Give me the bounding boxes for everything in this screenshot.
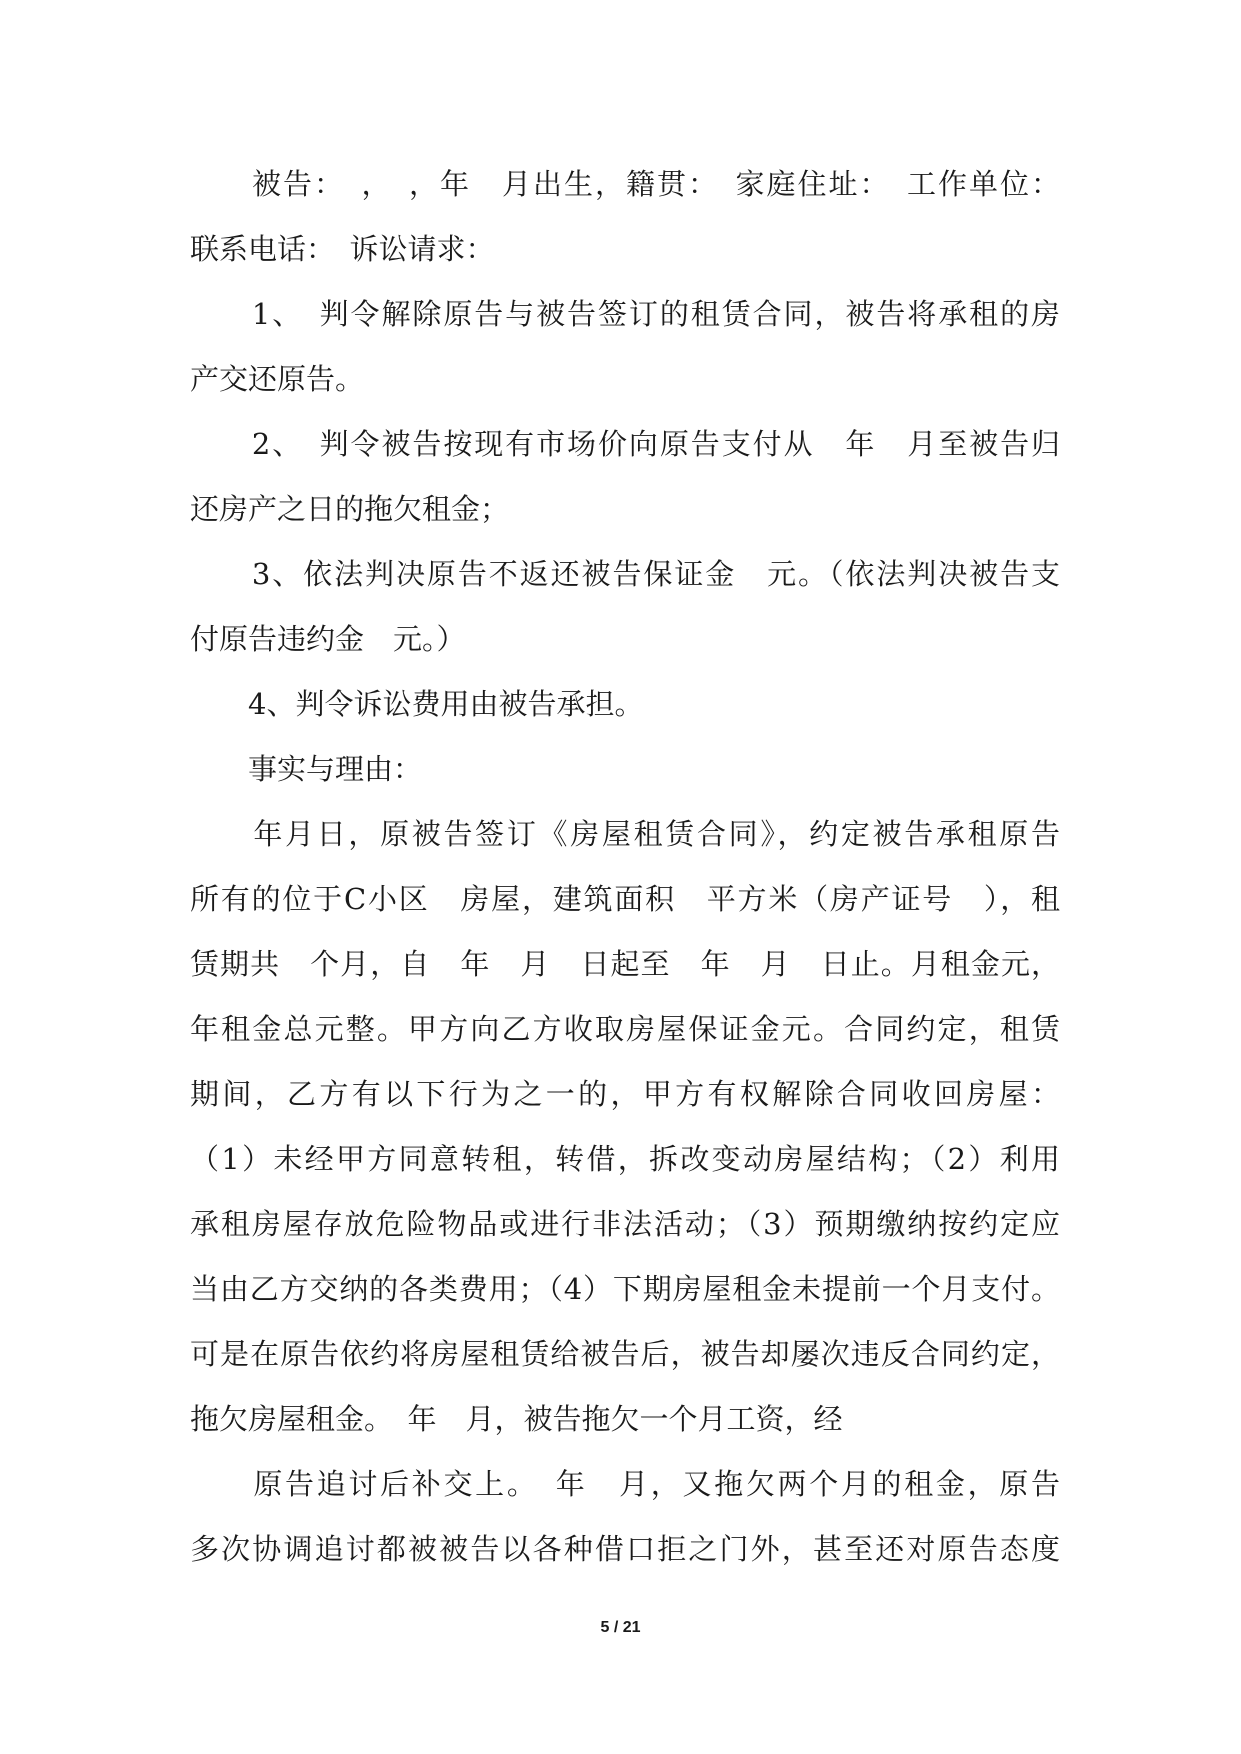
text-line: 承租房屋存放危险物品或进行非法活动；（3）预期缴纳按约定应 [190,1207,1060,1241]
text-line: 3、依法判决原告不返还被告保证金 元。（依法判决被告支 [190,557,1060,591]
text-line: 拖欠房屋租金。 年 月，被告拖欠一个月工资，经 [190,1402,843,1436]
text-line: 可是在原告依约将房屋租赁给被告后，被告却屡次违反合同约定， [190,1337,1060,1371]
text-line: 赁期共 个月，自 年 月 日起至 年 月 日止。月租金元， [190,947,1060,981]
text-line: 产交还原告。 [190,362,365,396]
text-line: 还房产之日的拖欠租金； [190,492,510,526]
text-line: 4、判令诉讼费用由被告承担。 [190,687,644,721]
text-line: 被告： ， ，年 月出生，籍贯： 家庭住址： 工作单位： [190,167,1060,201]
text-line: 付原告违约金 元。） [190,622,466,656]
text-line: 当由乙方交纳的各类费用；（4）下期房屋租金未提前一个月支付。 [190,1272,1060,1306]
text-line: 多次协调追讨都被被告以各种借口拒之门外，甚至还对原告态度 [190,1532,1060,1566]
text-line: 期间，乙方有以下行为之一的，甲方有权解除合同收回房屋： [190,1077,1060,1111]
text-line: 1、 判令解除原告与被告签订的租赁合同，被告将承租的房 [190,297,1060,331]
text-line: 2、 判令被告按现有市场价向原告支付从 年 月至被告归 [190,427,1060,461]
text-line: 事实与理由： [190,752,423,786]
text-line: 联系电话： 诉讼请求： [190,232,495,266]
text-line: （1）未经甲方同意转租，转借，拆改变动房屋结构；（2）利用 [190,1142,1060,1176]
text-line: 原告追讨后补交上。 年 月，又拖欠两个月的租金，原告 [190,1467,1060,1501]
text-line: 所有的位于C小区 房屋，建筑面积 平方米（房产证号 ），租 [190,882,1060,916]
text-line: 年月日，原被告签订《房屋租赁合同》，约定被告承租原告 [190,817,1060,851]
page-number: 5 / 21 [600,1619,641,1636]
text-line: 年租金总元整。甲方向乙方收取房屋保证金元。合同约定，租赁 [190,1012,1060,1046]
